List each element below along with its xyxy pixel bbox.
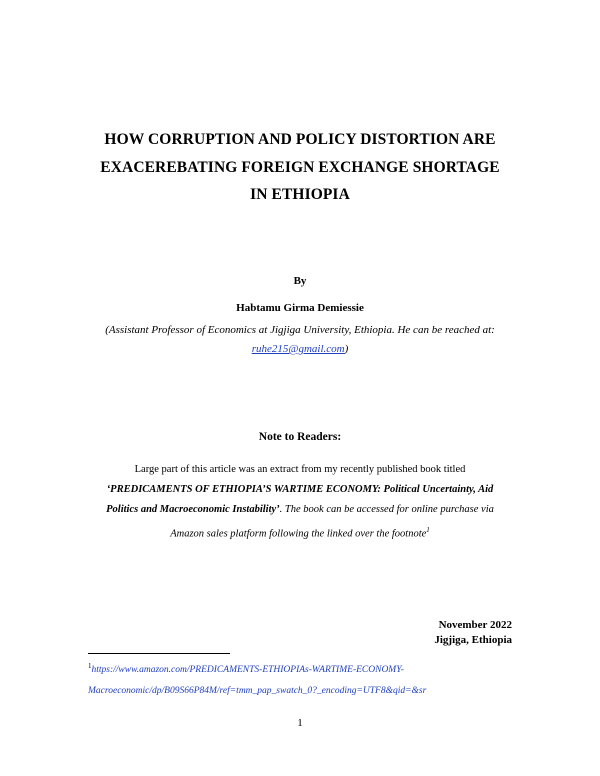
affiliation-close: ) [344, 343, 349, 355]
note-line-1: Large part of this article was an extract from my recently published book titled [134, 464, 466, 475]
dateline [434, 618, 512, 648]
affiliation-text: (Assistant Professor of Economics at Jigjiga University, Ethiopia. He can be reached at: [105, 324, 495, 336]
footnote [88, 656, 518, 702]
book-title-part-1: ‘PREDICAMENTS OF ETHIOPIA’S WARTIME ECONOMY: Political Uncertainty, Aid [106, 484, 494, 495]
title-line-3: IN ETHIOPIA [250, 186, 350, 203]
note-line-4: Amazon sales platform following the linked over the footnote [170, 528, 427, 540]
title-line-2: EXACEREBATING FOREIGN EXCHANGE SHORTAGE [100, 159, 500, 176]
by-label: By [293, 275, 307, 287]
place-text: Jigjiga, Ethiopia [434, 634, 512, 646]
book-title-part-2: Politics and Macroeconomic Instability’ [106, 504, 280, 515]
note-heading: Note to Readers: [258, 431, 342, 443]
author-affiliation [60, 321, 540, 359]
page-number: 1 [297, 717, 303, 729]
footnote-url-line-2[interactable]: Macroeconomic/dp/B09S66P84M/ref=tmm_pap_swatch_0?_encoding=UTF8&qid=&sr [88, 686, 427, 697]
footnote-separator [88, 653, 230, 654]
footnote-reference[interactable]: 1 [426, 526, 430, 534]
title-line-1: HOW CORRUPTION AND POLICY DISTORTION ARE [104, 131, 496, 148]
author-name: Habtamu Girma Demiessie [236, 302, 364, 314]
footnote-url-line-1[interactable]: https://www.amazon.com/PREDICAMENTS-ETHIOPIAs-WARTIME-ECONOMY- [91, 665, 404, 676]
date-text: November 2022 [438, 619, 512, 631]
note-paragraph [80, 460, 520, 545]
footnote-mark: 1 [88, 662, 92, 670]
note-line-3: . The book can be accessed for online purchase via [279, 504, 494, 515]
email-link[interactable]: ruhe215@gmail.com [251, 343, 345, 355]
